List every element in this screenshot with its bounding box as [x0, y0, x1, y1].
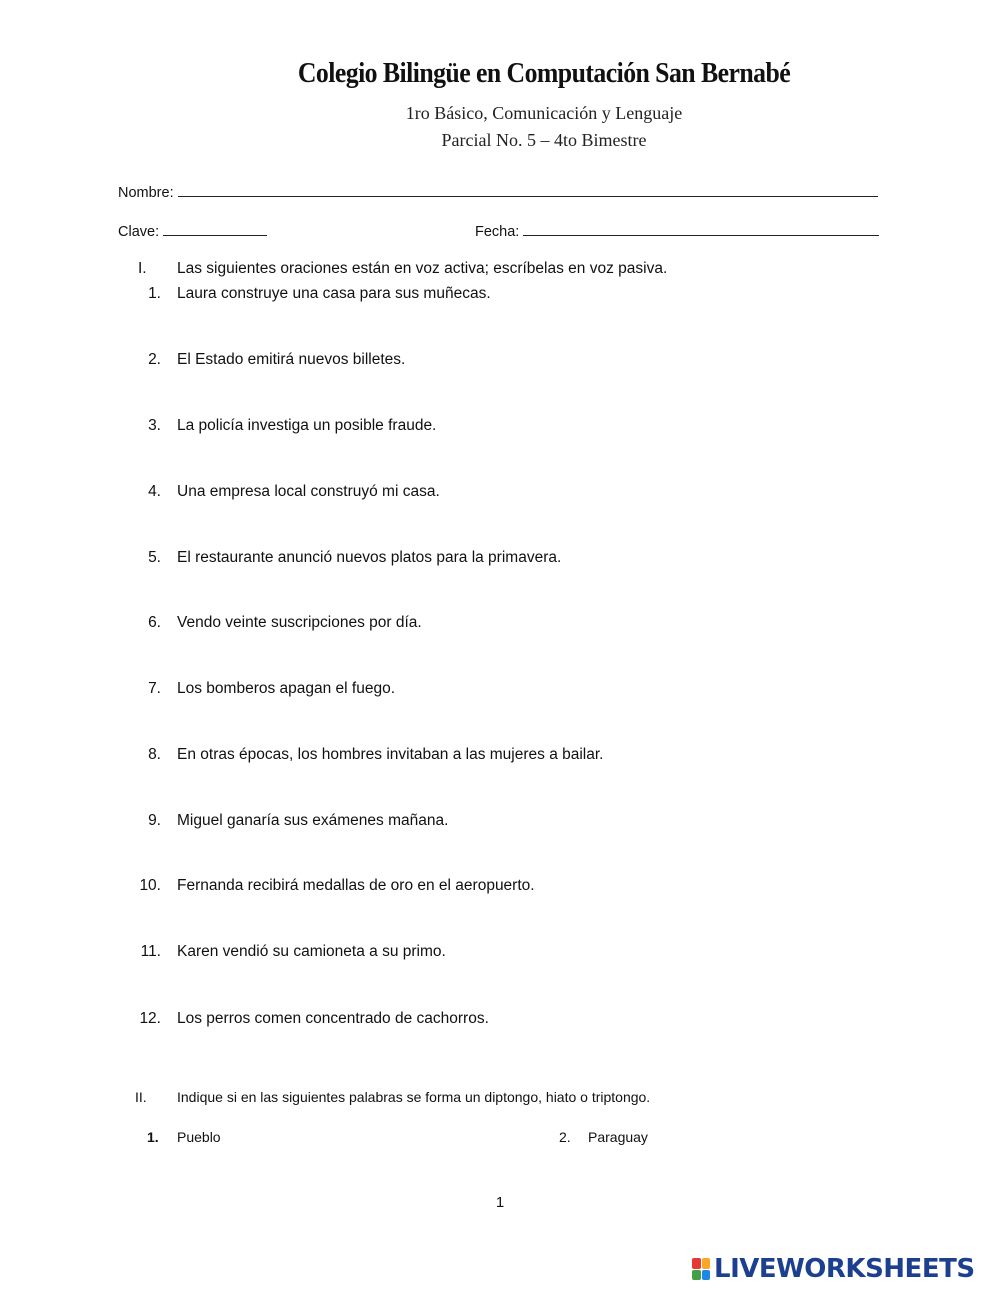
section-1-number: I.	[138, 260, 147, 277]
item-number: 3.	[148, 417, 161, 434]
item-number: 9.	[148, 812, 161, 829]
item-number: 2.	[148, 351, 161, 368]
section-1-instruction: Las siguientes oraciones están en voz activa; escríbelas en voz pasiva.	[177, 260, 668, 277]
clave-field	[118, 221, 267, 240]
word-item: Pueblo	[177, 1129, 221, 1145]
item-sentence: Los perros comen concentrado de cachorros.	[177, 1010, 489, 1027]
school-title: Colegio Bilingüe en Computación San Bernabé	[297, 58, 791, 89]
item-number: 12.	[139, 1010, 161, 1027]
section-2-number: II.	[135, 1089, 147, 1105]
clave-label: Clave:	[118, 224, 160, 240]
item-number: 6.	[148, 614, 161, 631]
item-sentence: Los bomberos apagan el fuego.	[177, 680, 396, 697]
item-sentence: El Estado emitirá nuevos billetes.	[177, 351, 406, 368]
course-subtitle: 1ro Básico, Comunicación y Lenguaje	[405, 103, 683, 123]
item-sentence: Fernanda recibirá medallas de oro en el aeropuerto.	[177, 877, 535, 894]
fecha-label: Fecha:	[475, 224, 520, 240]
item-number: 1.	[148, 285, 161, 302]
liveworksheets-brand: LIVEWORKSHEETS	[714, 1254, 975, 1284]
item-sentence: Laura construye una casa para sus muñecas.	[177, 285, 491, 302]
word-number: 2.	[559, 1129, 571, 1145]
item-sentence: Karen vendió su camioneta a su primo.	[177, 943, 446, 960]
fecha-field	[475, 221, 879, 240]
liveworksheets-badge-icon	[692, 1258, 710, 1280]
item-number: 5.	[148, 549, 161, 566]
nombre-label: Nombre:	[118, 185, 174, 201]
item-sentence: Una empresa local construyó mi casa.	[177, 483, 440, 500]
liveworksheets-logo[interactable]	[692, 1254, 975, 1284]
nombre-blank[interactable]	[178, 182, 878, 197]
page-number: 1	[495, 1194, 505, 1211]
nombre-field	[118, 182, 878, 201]
word-number: 1.	[147, 1129, 159, 1145]
item-number: 7.	[148, 680, 161, 697]
item-sentence: El restaurante anunció nuevos platos para la primavera.	[177, 549, 562, 566]
item-number: 10.	[139, 877, 161, 894]
section-2-instruction: Indique si en las siguientes palabras se forma un diptongo, hiato o triptongo.	[177, 1089, 651, 1105]
fecha-blank[interactable]	[523, 221, 879, 236]
item-sentence: Miguel ganaría sus exámenes mañana.	[177, 812, 449, 829]
exam-subtitle: Parcial No. 5 – 4to Bimestre	[441, 130, 647, 150]
word-item: Paraguay	[588, 1129, 648, 1145]
item-number: 4.	[148, 483, 161, 500]
item-sentence: En otras épocas, los hombres invitaban a las mujeres a bailar.	[177, 746, 604, 763]
item-sentence: La policía investiga un posible fraude.	[177, 417, 437, 434]
item-number: 8.	[148, 746, 161, 763]
clave-blank[interactable]	[163, 221, 267, 236]
item-sentence: Vendo veinte suscripciones por día.	[177, 614, 422, 631]
item-number: 11.	[140, 943, 161, 960]
